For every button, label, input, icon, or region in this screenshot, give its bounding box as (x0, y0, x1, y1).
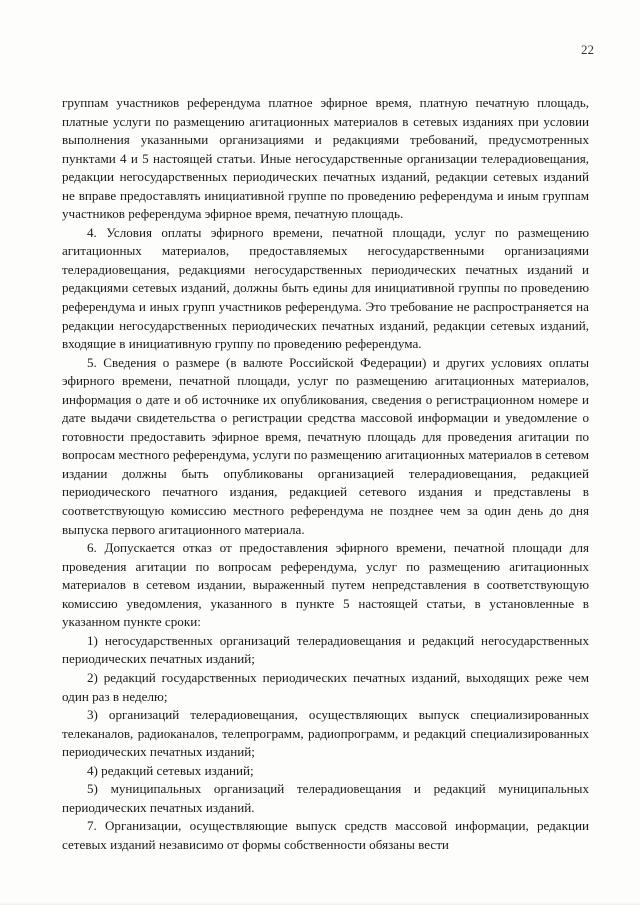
paragraph-4: 4. Условия оплаты эфирного времени, печатной площади, услуг по размещению агитационных материалов, предоставляемых негосударственными организациями телерадиовещания, редакциями негосударственных периодических печатных изданий и редакциями сетевых изданий, должны быть едины для инициативной группы по проведению референдума и иных групп участников референдума. Это требование не распространяется на редакции негосударственных периодических печатных изданий, редакции сетевых изданий, входящие в инициативную группу по проведению референдума. (62, 224, 589, 352)
paragraph-6: 6. Допускается отказ от предоставления эфирного времени, печатной площади для проведения агитации по вопросам референдума, услуг по размещению агитационных материалов в сетевом издании, выраженный путем непредставления в соответствующую комиссию уведомления, указанного в пункте 5 настоящей статьи, в установленные в указанном пункте сроки: (62, 540, 589, 630)
paragraph-5: 5. Сведения о размере (в валюте Российской Федерации) и других условиях оплаты эфирного времени, печатной площади, услуг по размещению агитационных материалов, информация о дате и об источнике их опубликования, сведения о регистрационном номере и дате выдачи свидетельства о регистрации средства массовой информации и уведомление о готовности предоставить эфирное время, печатную площадь для проведения агитации по вопросам местного референдума, услуги по размещению агитационных материалов в сетевом издании должны быть опубликованы организацией телерадиовещания, редакцией периодического печатного издания, редакцией сетевого издания и представлены в соответствующую комиссию местного референдума не позднее чем за один день до дня выпуска первого агитационного материала. (62, 354, 589, 537)
paragraph-6-item-1: 1) негосударственных организаций телерадиовещания и редакций негосударственных периодических печатных изданий; (62, 632, 589, 667)
paragraph-7: 7. Организации, осуществляющие выпуск средств массовой информации, редакции сетевых изданий независимо от формы собственности обязаны вести (62, 818, 589, 852)
paragraph-6-item-2: 2) редакций государственных периодических печатных изданий, выходящих реже чем один раз в неделю; (62, 669, 589, 704)
paragraph-6-item-3: 3) организаций телерадиовещания, осуществляющих выпуск специализированных телеканалов, радиоканалов, телепрограмм, радиопрограмм, и редакций специализированных периодических печатных изданий; (62, 707, 589, 760)
paragraph-continuation: группам участников референдума платное эфирное время, платную печатную площадь, платные услуги по размещению агитационных материалов в сетевых изданиях при условии выполнения указанными организациями и редакциями требований, предусмотренных пунктами 4 и 5 настоящей статьи. Иные негосударственные организации телерадиовещания, редакции негосударственных периодических печатных изданий, редакции сетевых изданий не вправе предоставлять инициативной группе по проведению референдума и иным группам участников референдума эфирное время, печатную площадь. (62, 95, 589, 222)
paragraph-6-item-4: 4) редакций сетевых изданий; (87, 762, 254, 778)
page-number: 22 (581, 42, 594, 57)
paragraph-6-item-5: 5) муниципальных организаций телерадиовещания и редакций муниципальных периодических печатных изданий. (62, 781, 589, 815)
document-body (62, 94, 589, 854)
